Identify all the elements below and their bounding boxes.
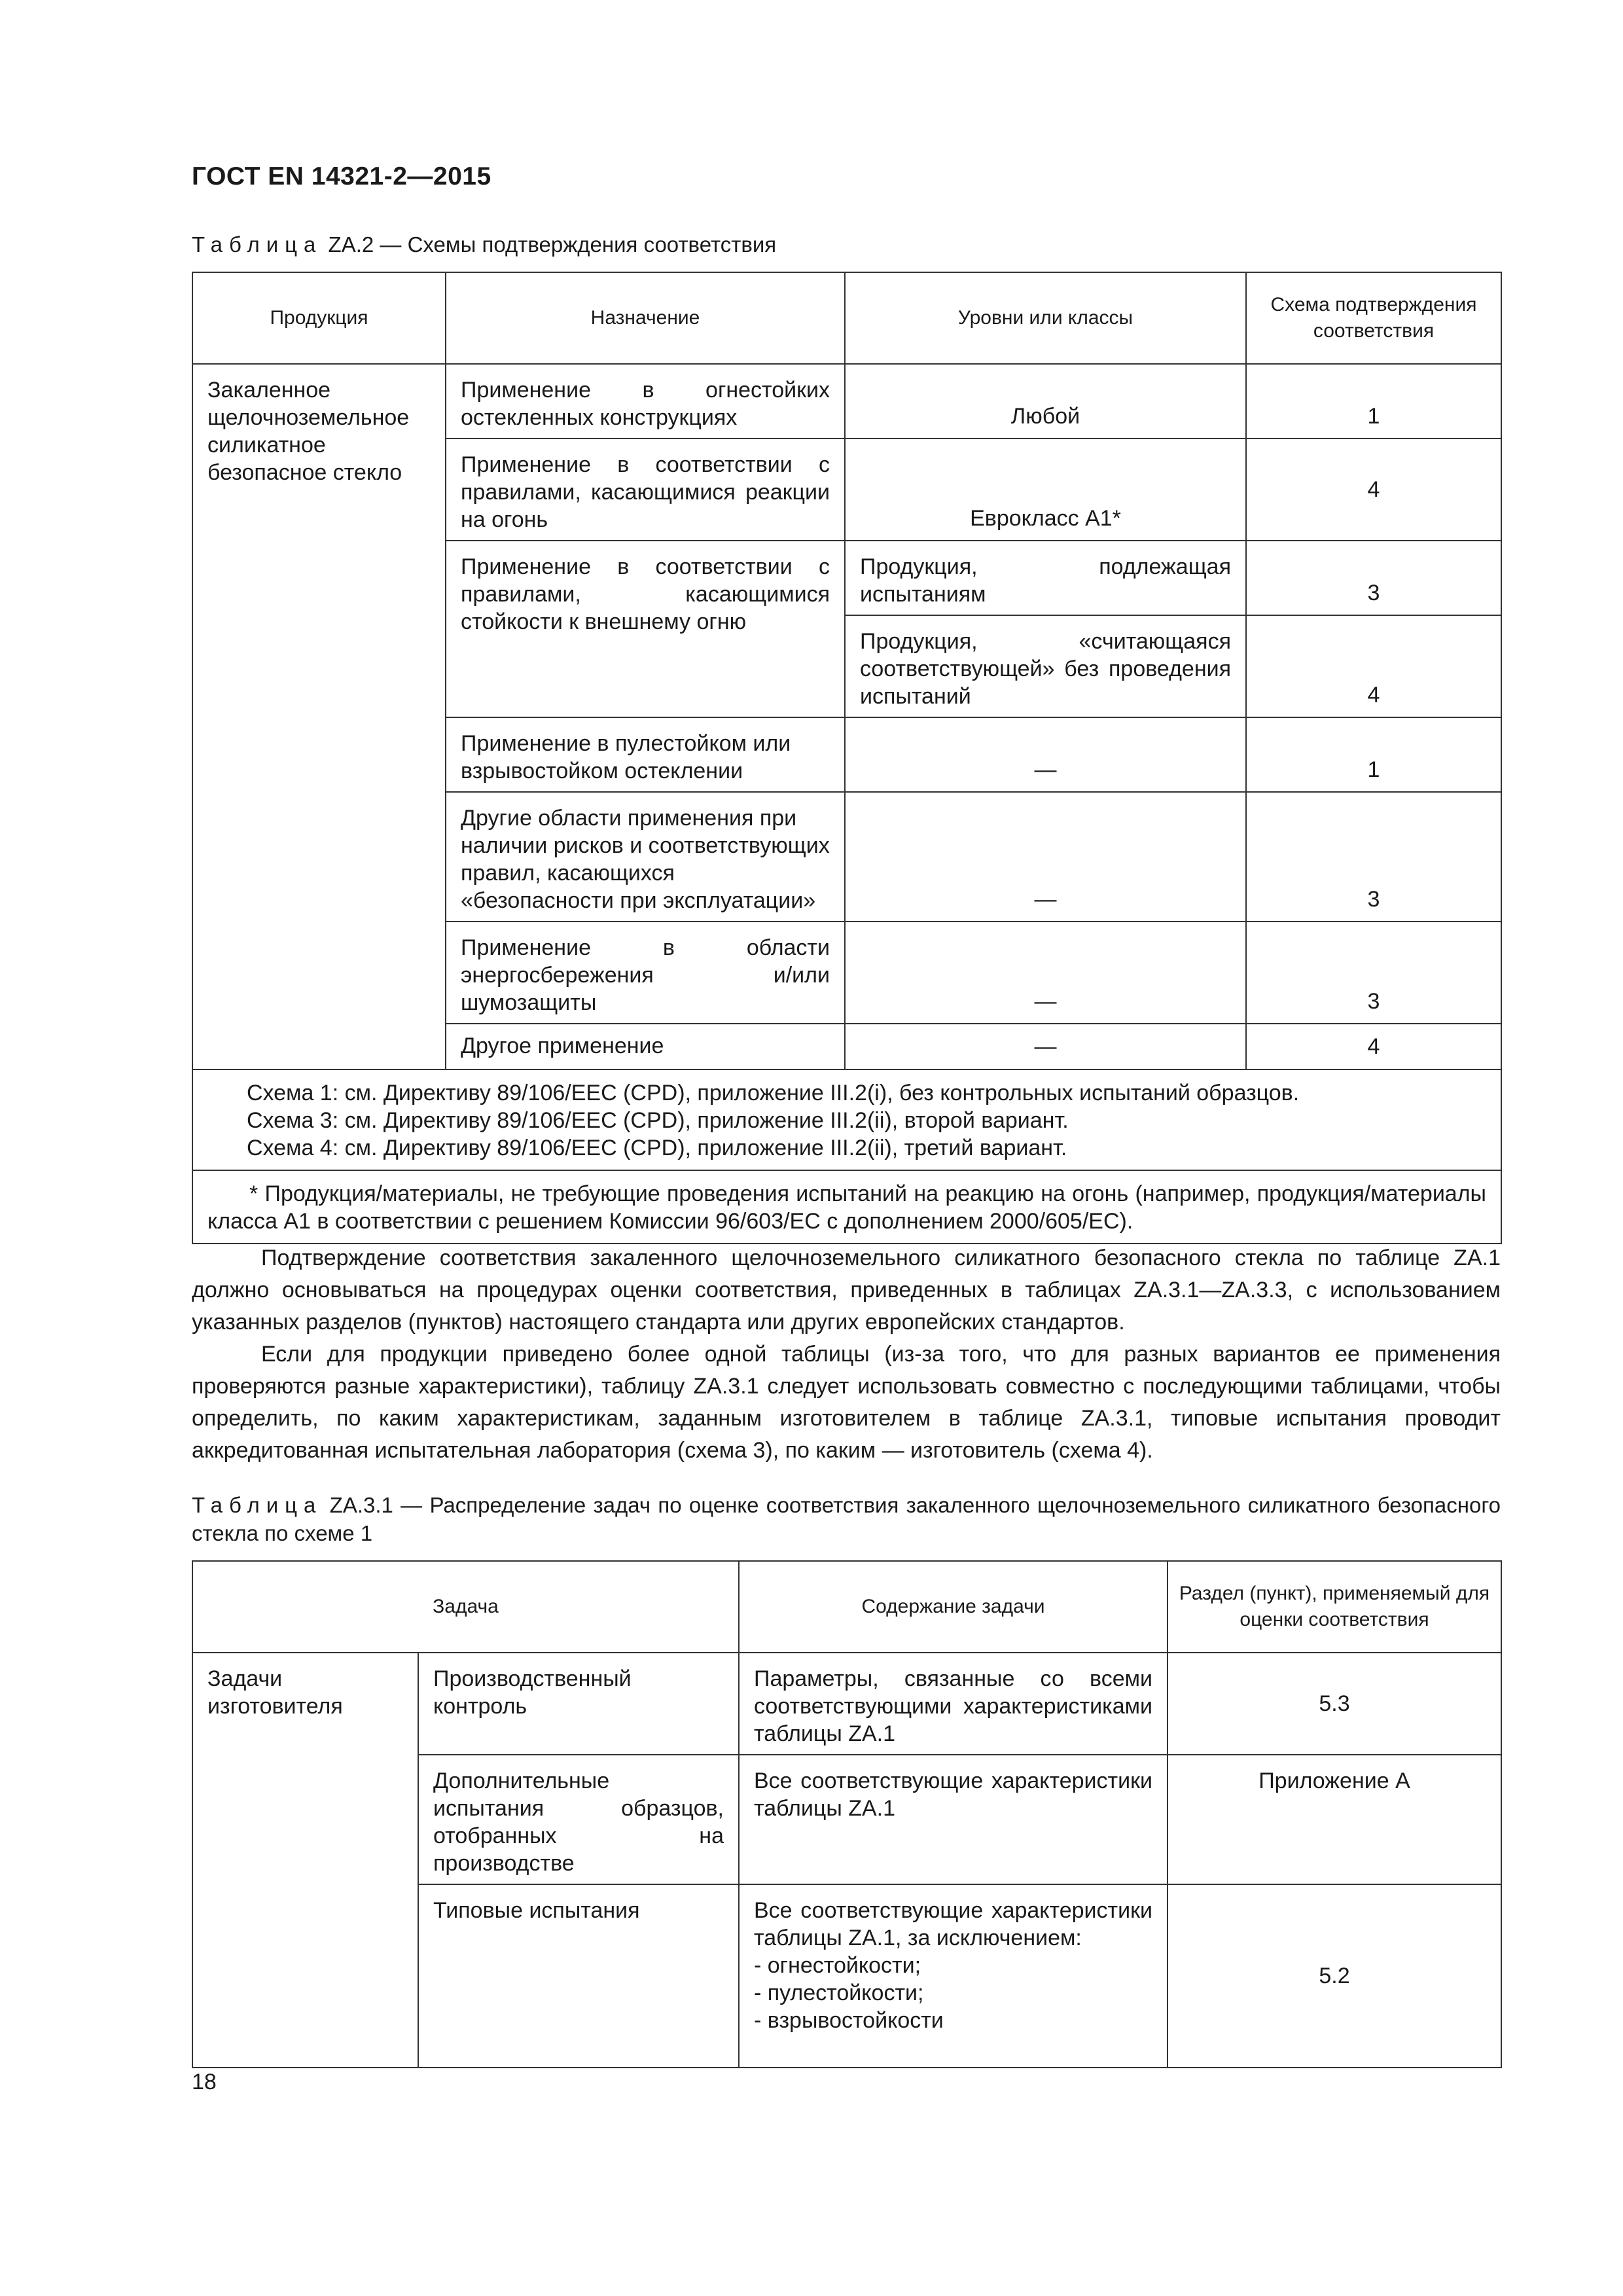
paragraph: Подтверждение соответствия закаленного щелочноземельного силикатного безопасного стекла по таблице ZA.1 должно основываться на процедурах оценки соответствия, приведенных в таблицах ZA.3.1—ZA.3.3, с использованием указанных разделов (пунктов) настоящего стандарта или других европейских стандартов. — [192, 1246, 1501, 1335]
document-header: ГОСТ EN 14321-2—2015 — [192, 162, 491, 190]
notes-row — [192, 1069, 1501, 1170]
body-text — [192, 1242, 1501, 1467]
content-cell: Параметры, связанные со всеми соответствующими характеристиками таблицы ZA.1 — [739, 1653, 1168, 1755]
level-cell: Любой — [845, 364, 1246, 439]
scheme-cell: 4 — [1246, 1024, 1501, 1069]
column-header: Уровни или классы — [845, 272, 1246, 364]
footnote-row — [192, 1170, 1501, 1244]
table-row — [192, 1653, 1501, 1755]
purpose-cell: Другое применение — [446, 1024, 845, 1069]
level-cell: — — [845, 717, 1246, 792]
scheme-cell: 4 — [1246, 615, 1501, 717]
clause-cell: 5.3 — [1168, 1653, 1501, 1755]
scheme-notes — [192, 1069, 1501, 1170]
scheme-cell: 4 — [1246, 439, 1501, 541]
scheme-cell: 3 — [1246, 922, 1501, 1024]
scheme-note: Схема 4: см. Директиву 89/106/EEC (CPD), приложение III.2(ii), третий вариант. — [247, 1136, 1067, 1160]
table-za31-caption — [192, 1491, 1501, 1547]
caption-label: Таблица — [192, 1493, 323, 1517]
level-cell: — — [845, 792, 1246, 922]
scheme-note: Схема 1: см. Директиву 89/106/EEC (CPD), приложение III.2(i), без контрольных испытаний образцов. — [247, 1081, 1300, 1105]
caption-label: Таблица — [192, 232, 323, 257]
page-number: 18 — [192, 2070, 217, 2094]
level-cell: — — [845, 1024, 1246, 1069]
table-za2 — [192, 272, 1502, 1244]
content-cell: Все соответствующие характеристики таблицы ZA.1 — [739, 1755, 1168, 1884]
column-header: Содержание задачи — [739, 1561, 1168, 1653]
column-header: Схема подтверждения соответствия — [1246, 272, 1501, 364]
scheme-note: Схема 3: см. Директиву 89/106/EEC (CPD), приложение III.2(ii), второй вариант. — [247, 1108, 1069, 1133]
column-header: Назначение — [446, 272, 845, 364]
task-cell: Типовые испытания — [418, 1884, 739, 2068]
level-cell: Продукция, подлежащая испытаниям — [845, 541, 1246, 615]
content-cell — [739, 1884, 1168, 2068]
caption-title: ZA.3.1 — Распределение задач по оценке соответствия закаленного щелочноземельного силикатного безопасного стекла по схеме 1 — [192, 1493, 1501, 1545]
level-cell: Еврокласс А1* — [845, 439, 1246, 541]
purpose-cell: Применение в области энергосбережения и/или шумозащиты — [446, 922, 845, 1024]
column-header: Продукция — [192, 272, 446, 364]
list-item: - пулестойкости; — [754, 1981, 924, 2005]
level-cell: — — [845, 922, 1246, 1024]
paragraph: Если для продукции приведено более одной таблицы (из-за того, что для разных вариантов ее применения проверяются разные характеристики), таблицу ZA.3.1 следует использовать совместно с последующими таблицами, чтобы определить, по каким характеристикам, заданным изготовителем в таблице ZA.3.1, типовые испытания проводит аккредитованная испытательная лаборатория (схема 3), по каким — изготовитель (схема 4). — [192, 1342, 1501, 1463]
purpose-cell: Применение в пулестойком или взрывостойком остеклении — [446, 717, 845, 792]
purpose-cell: Применение в соответствии с правилами, касающимися реакции на огонь — [446, 439, 845, 541]
content-text: Все соответствующие характеристики таблицы ZA.1, за исключением: — [754, 1898, 1152, 1950]
task-cell: Дополнительные испытания образцов, отобранных на производстве — [418, 1755, 739, 1884]
task-cell: Производственный контроль — [418, 1653, 739, 1755]
level-cell: Продукция, «считающаяся соответствующей» без проведения испытаний — [845, 615, 1246, 717]
purpose-cell: Другие области применения при наличии рисков и соответствующих правил, касающихся «безопасности при эксплуатации» — [446, 792, 845, 922]
purpose-cell: Применение в соответствии с правилами, касающимися стойкости к внешнему огню — [446, 541, 845, 717]
caption-title: ZA.2 — Схемы подтверждения соответствия — [322, 232, 777, 257]
list-item: - огнестойкости; — [754, 1953, 921, 1978]
footnote: * Продукция/материалы, не требующие проведения испытаний на реакцию на огонь (например, продукция/материалы класса А1 в соответствии с решением Комиссии 96/603/ЕС с дополнением 2000/605/ЕС). — [192, 1170, 1501, 1244]
table-za31 — [192, 1560, 1502, 2068]
list-item: - взрывостойкости — [754, 2008, 944, 2033]
scheme-cell: 3 — [1246, 541, 1501, 615]
clause-cell: 5.2 — [1168, 1884, 1501, 2068]
scheme-cell: 1 — [1246, 717, 1501, 792]
scheme-cell: 3 — [1246, 792, 1501, 922]
table-za2-caption — [192, 230, 776, 259]
column-header: Задача — [192, 1561, 739, 1653]
purpose-cell: Применение в огнестойких остекленных конструкциях — [446, 364, 845, 439]
clause-cell: Приложение А — [1168, 1755, 1501, 1884]
task-group-cell: Задачи изготовителя — [192, 1653, 418, 2068]
scheme-cell: 1 — [1246, 364, 1501, 439]
column-header: Раздел (пункт), применяемый для оценки соответствия — [1168, 1561, 1501, 1653]
table-row — [192, 364, 1501, 439]
product-cell: Закаленное щелочноземельное силикатное безопасное стекло — [192, 364, 446, 1069]
